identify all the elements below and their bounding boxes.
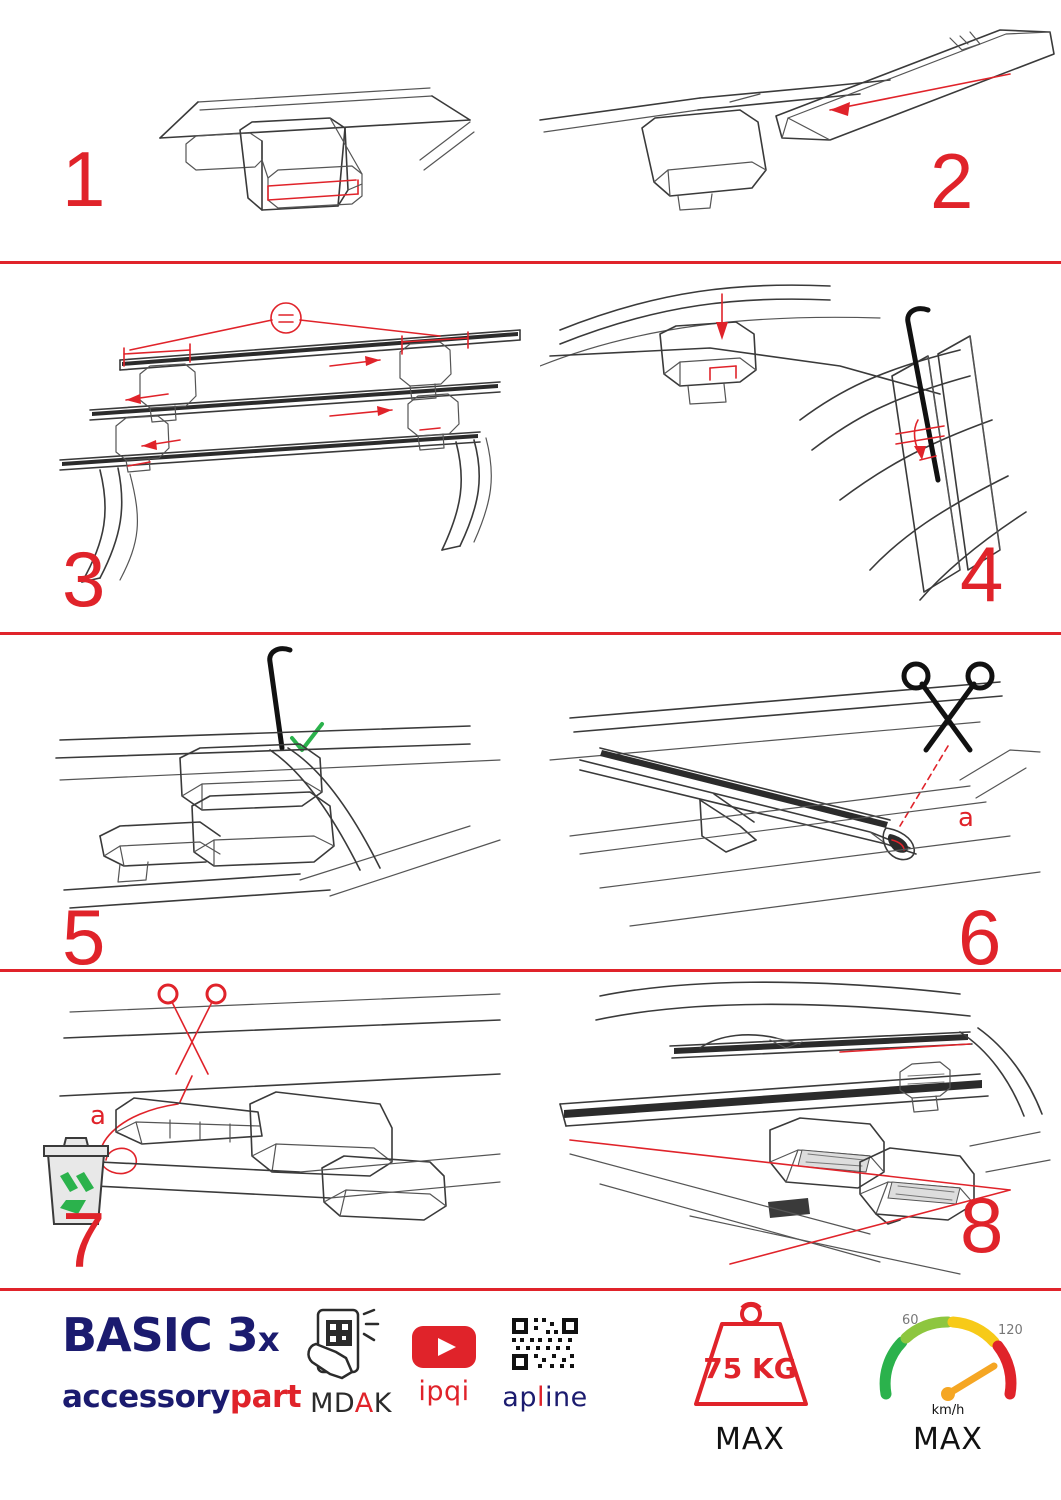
step-1-number: 1 xyxy=(62,135,104,223)
logo-ipqi-label: ipqi xyxy=(418,1376,470,1407)
step-2-number: 2 xyxy=(930,137,972,225)
logo-mdak-label: MDAK xyxy=(310,1388,392,1419)
label-a-step-6: a xyxy=(958,803,974,833)
max-load-block xyxy=(660,1298,840,1457)
qr-code-icon xyxy=(480,1314,610,1376)
separator-1 xyxy=(0,261,1061,264)
step-6-panel xyxy=(540,640,1061,965)
separator-3 xyxy=(0,969,1061,972)
logo-apline[interactable] xyxy=(480,1314,610,1413)
step-7-panel xyxy=(0,976,540,1286)
step-2-illustration xyxy=(530,10,1061,260)
max-speed-caption: MAX xyxy=(913,1422,983,1457)
step-2-panel xyxy=(530,10,1061,260)
step-5-panel xyxy=(0,640,540,965)
speed-scale-max: 120 xyxy=(998,1323,1023,1338)
step-4-panel xyxy=(540,270,1061,630)
logo-mdak[interactable] xyxy=(296,1308,406,1419)
scissors-icon xyxy=(904,664,992,750)
logo-ipqi[interactable] xyxy=(398,1320,490,1407)
speedometer-icon xyxy=(858,1298,1038,1418)
brand-block xyxy=(62,1310,301,1415)
product-line-label: BASIC 3 xyxy=(62,1308,258,1362)
step-5-number: 5 xyxy=(62,893,104,965)
step-6-number: 6 xyxy=(958,893,1000,965)
scissors-icon-red xyxy=(159,985,225,1074)
label-a-step-7: a xyxy=(90,1101,106,1131)
company-name-first: accessory xyxy=(62,1379,230,1415)
youtube-icon xyxy=(398,1320,490,1370)
company-name xyxy=(62,1379,301,1415)
step-7-number: 7 xyxy=(62,1196,104,1284)
speed-scale-min: 60 xyxy=(902,1313,919,1328)
step-8-number: 8 xyxy=(960,1181,1002,1269)
step-1-panel xyxy=(0,10,530,260)
step-3-number: 3 xyxy=(62,535,104,623)
max-speed-block xyxy=(858,1298,1038,1457)
footer xyxy=(0,1290,1061,1500)
separator-2 xyxy=(0,632,1061,635)
separator-top xyxy=(0,0,1061,2)
step-3-panel xyxy=(0,270,540,630)
weight-icon xyxy=(660,1298,840,1418)
product-name xyxy=(62,1310,301,1365)
max-load-caption: MAX xyxy=(715,1422,785,1457)
step-4-number: 4 xyxy=(960,530,1002,618)
qr-scan-phone-icon xyxy=(296,1308,406,1382)
step-8-panel xyxy=(540,976,1061,1286)
check-icon xyxy=(292,724,322,750)
product-multiplier-label: x xyxy=(257,1320,279,1360)
max-load-value: 75 KG xyxy=(703,1352,797,1385)
logo-apline-label: apline xyxy=(502,1382,588,1413)
speed-unit-label: km/h xyxy=(931,1403,965,1418)
company-name-second: part xyxy=(229,1379,302,1415)
